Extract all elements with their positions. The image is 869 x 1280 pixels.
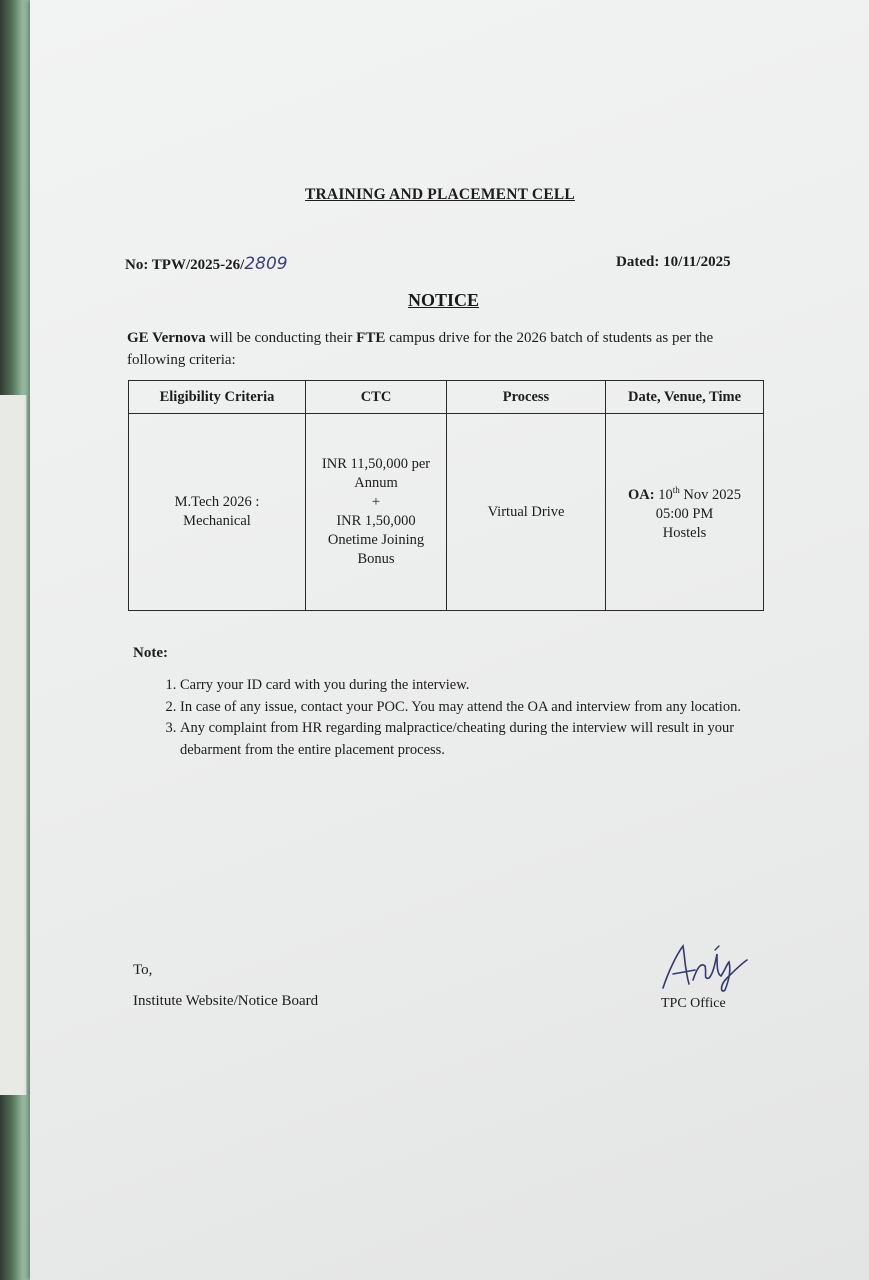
- intro-end: campus drive for the 2026 batch of students as per the following criteria:: [127, 330, 714, 368]
- table-row: [129, 414, 764, 611]
- oa-label: OA:: [628, 486, 655, 503]
- company-name: GE Vernova: [127, 330, 206, 346]
- oa-month-year: Nov 2025: [683, 486, 741, 503]
- criteria-table: [128, 380, 764, 611]
- ctc-line: Annum: [354, 475, 398, 491]
- underlying-paper: [0, 395, 27, 1095]
- header-date-venue-time: Date, Venue, Time: [606, 381, 764, 414]
- ctc-line: INR 1,50,000: [336, 513, 416, 529]
- oa-date: [607, 481, 762, 505]
- page-title: TRAINING AND PLACEMENT CELL: [305, 186, 575, 203]
- reference-prefix: No: TPW/2025-26/: [125, 257, 245, 273]
- list-item: 1. Carry your ID card with you during the interview.: [180, 675, 775, 697]
- notes-list: [155, 675, 775, 761]
- ctc-line: INR 11,50,000 per: [321, 456, 431, 472]
- notice-heading: NOTICE: [408, 290, 480, 310]
- oa-time: 05:00 PM: [655, 505, 714, 522]
- cell-process: Virtual Drive: [447, 414, 606, 611]
- header-eligibility: Eligibility Criteria: [129, 381, 306, 414]
- reference-number: [125, 254, 288, 274]
- list-item: 3. Any complaint from HR regarding malpractice/cheating during the interview will result in your debarment from the entire placement process.: [180, 718, 775, 761]
- reference-handwritten: 2809: [244, 254, 288, 274]
- ctc-line: Onetime Joining: [327, 532, 425, 548]
- notice-date: Dated: 10/11/2025: [616, 254, 731, 270]
- header-ctc: CTC: [306, 381, 447, 414]
- recipient: Institute Website/Notice Board: [133, 993, 319, 1009]
- oa-venue: Hostels: [662, 524, 707, 541]
- ctc-plus: +: [371, 494, 381, 510]
- eligibility-branch: Mechanical: [183, 513, 251, 529]
- drive-type: FTE: [356, 330, 386, 346]
- signatory-label: TPC Office: [661, 996, 726, 1011]
- ctc-line: Bonus: [357, 551, 395, 567]
- to-label: To,: [133, 962, 153, 978]
- list-item: 2. In case of any issue, contact your POC. You may attend the OA and interview from any location.: [180, 697, 775, 719]
- cell-eligibility: [129, 414, 306, 611]
- note-label: Note:: [133, 645, 168, 661]
- signature-image: [655, 940, 755, 995]
- intro-paragraph: [127, 327, 747, 371]
- cell-date-venue-time: [606, 414, 764, 611]
- cell-ctc: [306, 414, 447, 611]
- oa-day: 10: [658, 486, 673, 503]
- header-process: Process: [447, 381, 606, 414]
- oa-day-suffix: th: [672, 485, 680, 496]
- intro-mid: will be conducting their: [205, 330, 357, 346]
- eligibility-line: M.Tech 2026 :: [174, 494, 260, 510]
- table-header-row: [129, 381, 764, 414]
